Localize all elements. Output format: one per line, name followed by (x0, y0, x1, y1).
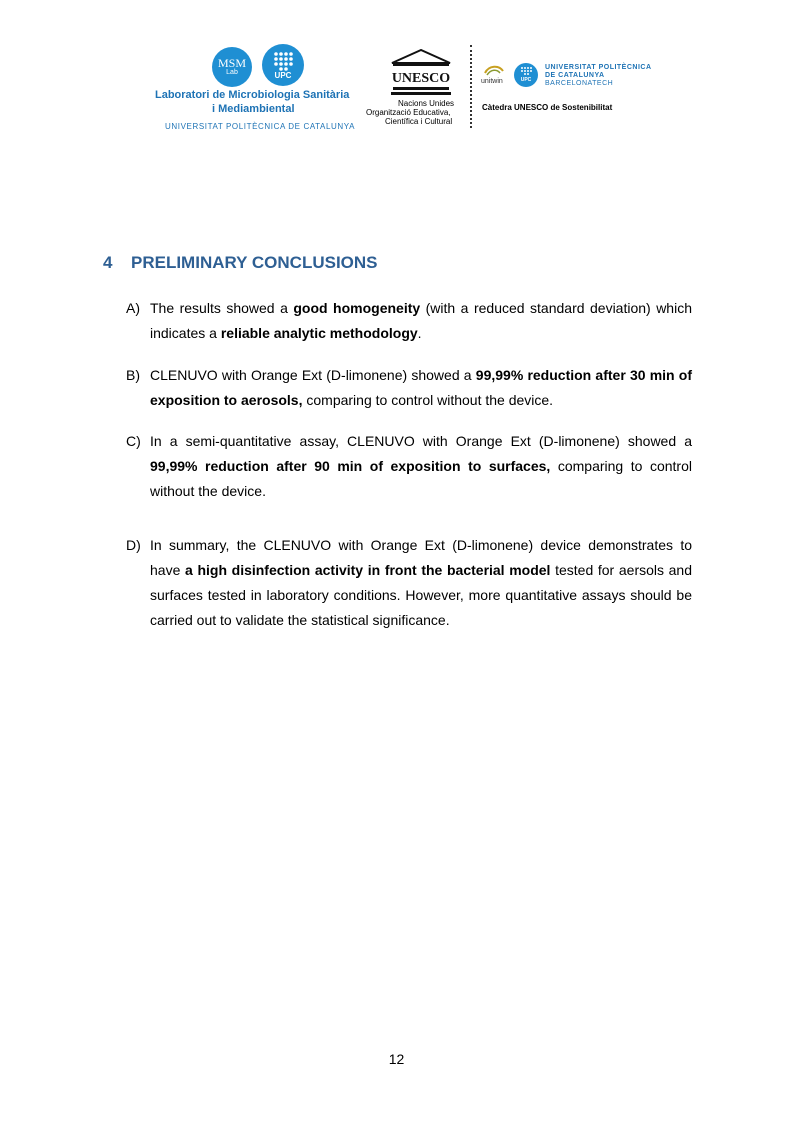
section-number: 4 (103, 253, 113, 272)
item-label: B) (126, 367, 140, 383)
page-number: 12 (388, 1051, 405, 1067)
list-item (126, 363, 692, 413)
upc-dots-icon (273, 51, 293, 71)
unesco-caption-1: Nacions Unides (398, 99, 455, 108)
upc-name-line1: UNIVERSITAT POLITÈCNICA (545, 64, 652, 71)
list-item (126, 296, 692, 346)
unitwin-text: unitwin (481, 78, 503, 85)
upc-name-line2: DE CATALUNYA (545, 72, 605, 79)
header-separator (470, 45, 472, 128)
unesco-caption-2: Organització Educativa, (366, 108, 451, 117)
lab-university: UNIVERSITAT POLITÈCNICA DE CATALUNYA (165, 122, 356, 131)
unesco-temple-logo (390, 49, 452, 97)
list-item (126, 533, 692, 633)
lab-name-line2: i Mediambiental (212, 103, 295, 115)
unesco-word: UNESCO (391, 71, 451, 86)
item-label: C) (126, 433, 141, 449)
upc-small-logo: UPC (514, 63, 538, 87)
catedra-title: Càtedra UNESCO de Sostenibilitat (482, 103, 613, 112)
list-item (126, 429, 692, 504)
unitwin-logo (481, 64, 511, 86)
item-text: In a semi-quantitative assay, CLENUVO with Orange Ext (D-limonene) showed a 99,99% reduction after 90 min of exposition to surfaces, comparing to control without the device. (150, 433, 692, 499)
section-heading (103, 253, 378, 273)
item-text: The results showed a good homogeneity (with a reduced standard deviation) which indicates a reliable analytic methodology. (150, 300, 692, 341)
upc-small-dots-icon (520, 66, 532, 77)
upc-name-line3: BARCELONATECH (545, 80, 614, 87)
unesco-caption-3: Científica i Cultural (385, 117, 453, 126)
item-text: In summary, the CLENUVO with Orange Ext (D-limonene) device demonstrates to have a high disinfection activity in front the bacterial model tested for aersols and surfaces tested in laboratory conditions. However, more quantitative assays should be carried out to validate the statistical significance. (150, 537, 693, 628)
item-text: CLENUVO with Orange Ext (D-limonene) showed a 99,99% reduction after 30 min of exposition to aerosols, comparing to control without the device. (150, 367, 693, 408)
item-label: D) (126, 537, 141, 553)
upc-logo: UPC (262, 44, 304, 86)
msm-lab-logo: MSM Lab (212, 47, 252, 87)
section-title: PRELIMINARY CONCLUSIONS (131, 253, 378, 272)
lab-name-line1: Laboratori de Microbiologia Sanitària (155, 89, 350, 101)
item-label: A) (126, 300, 140, 316)
